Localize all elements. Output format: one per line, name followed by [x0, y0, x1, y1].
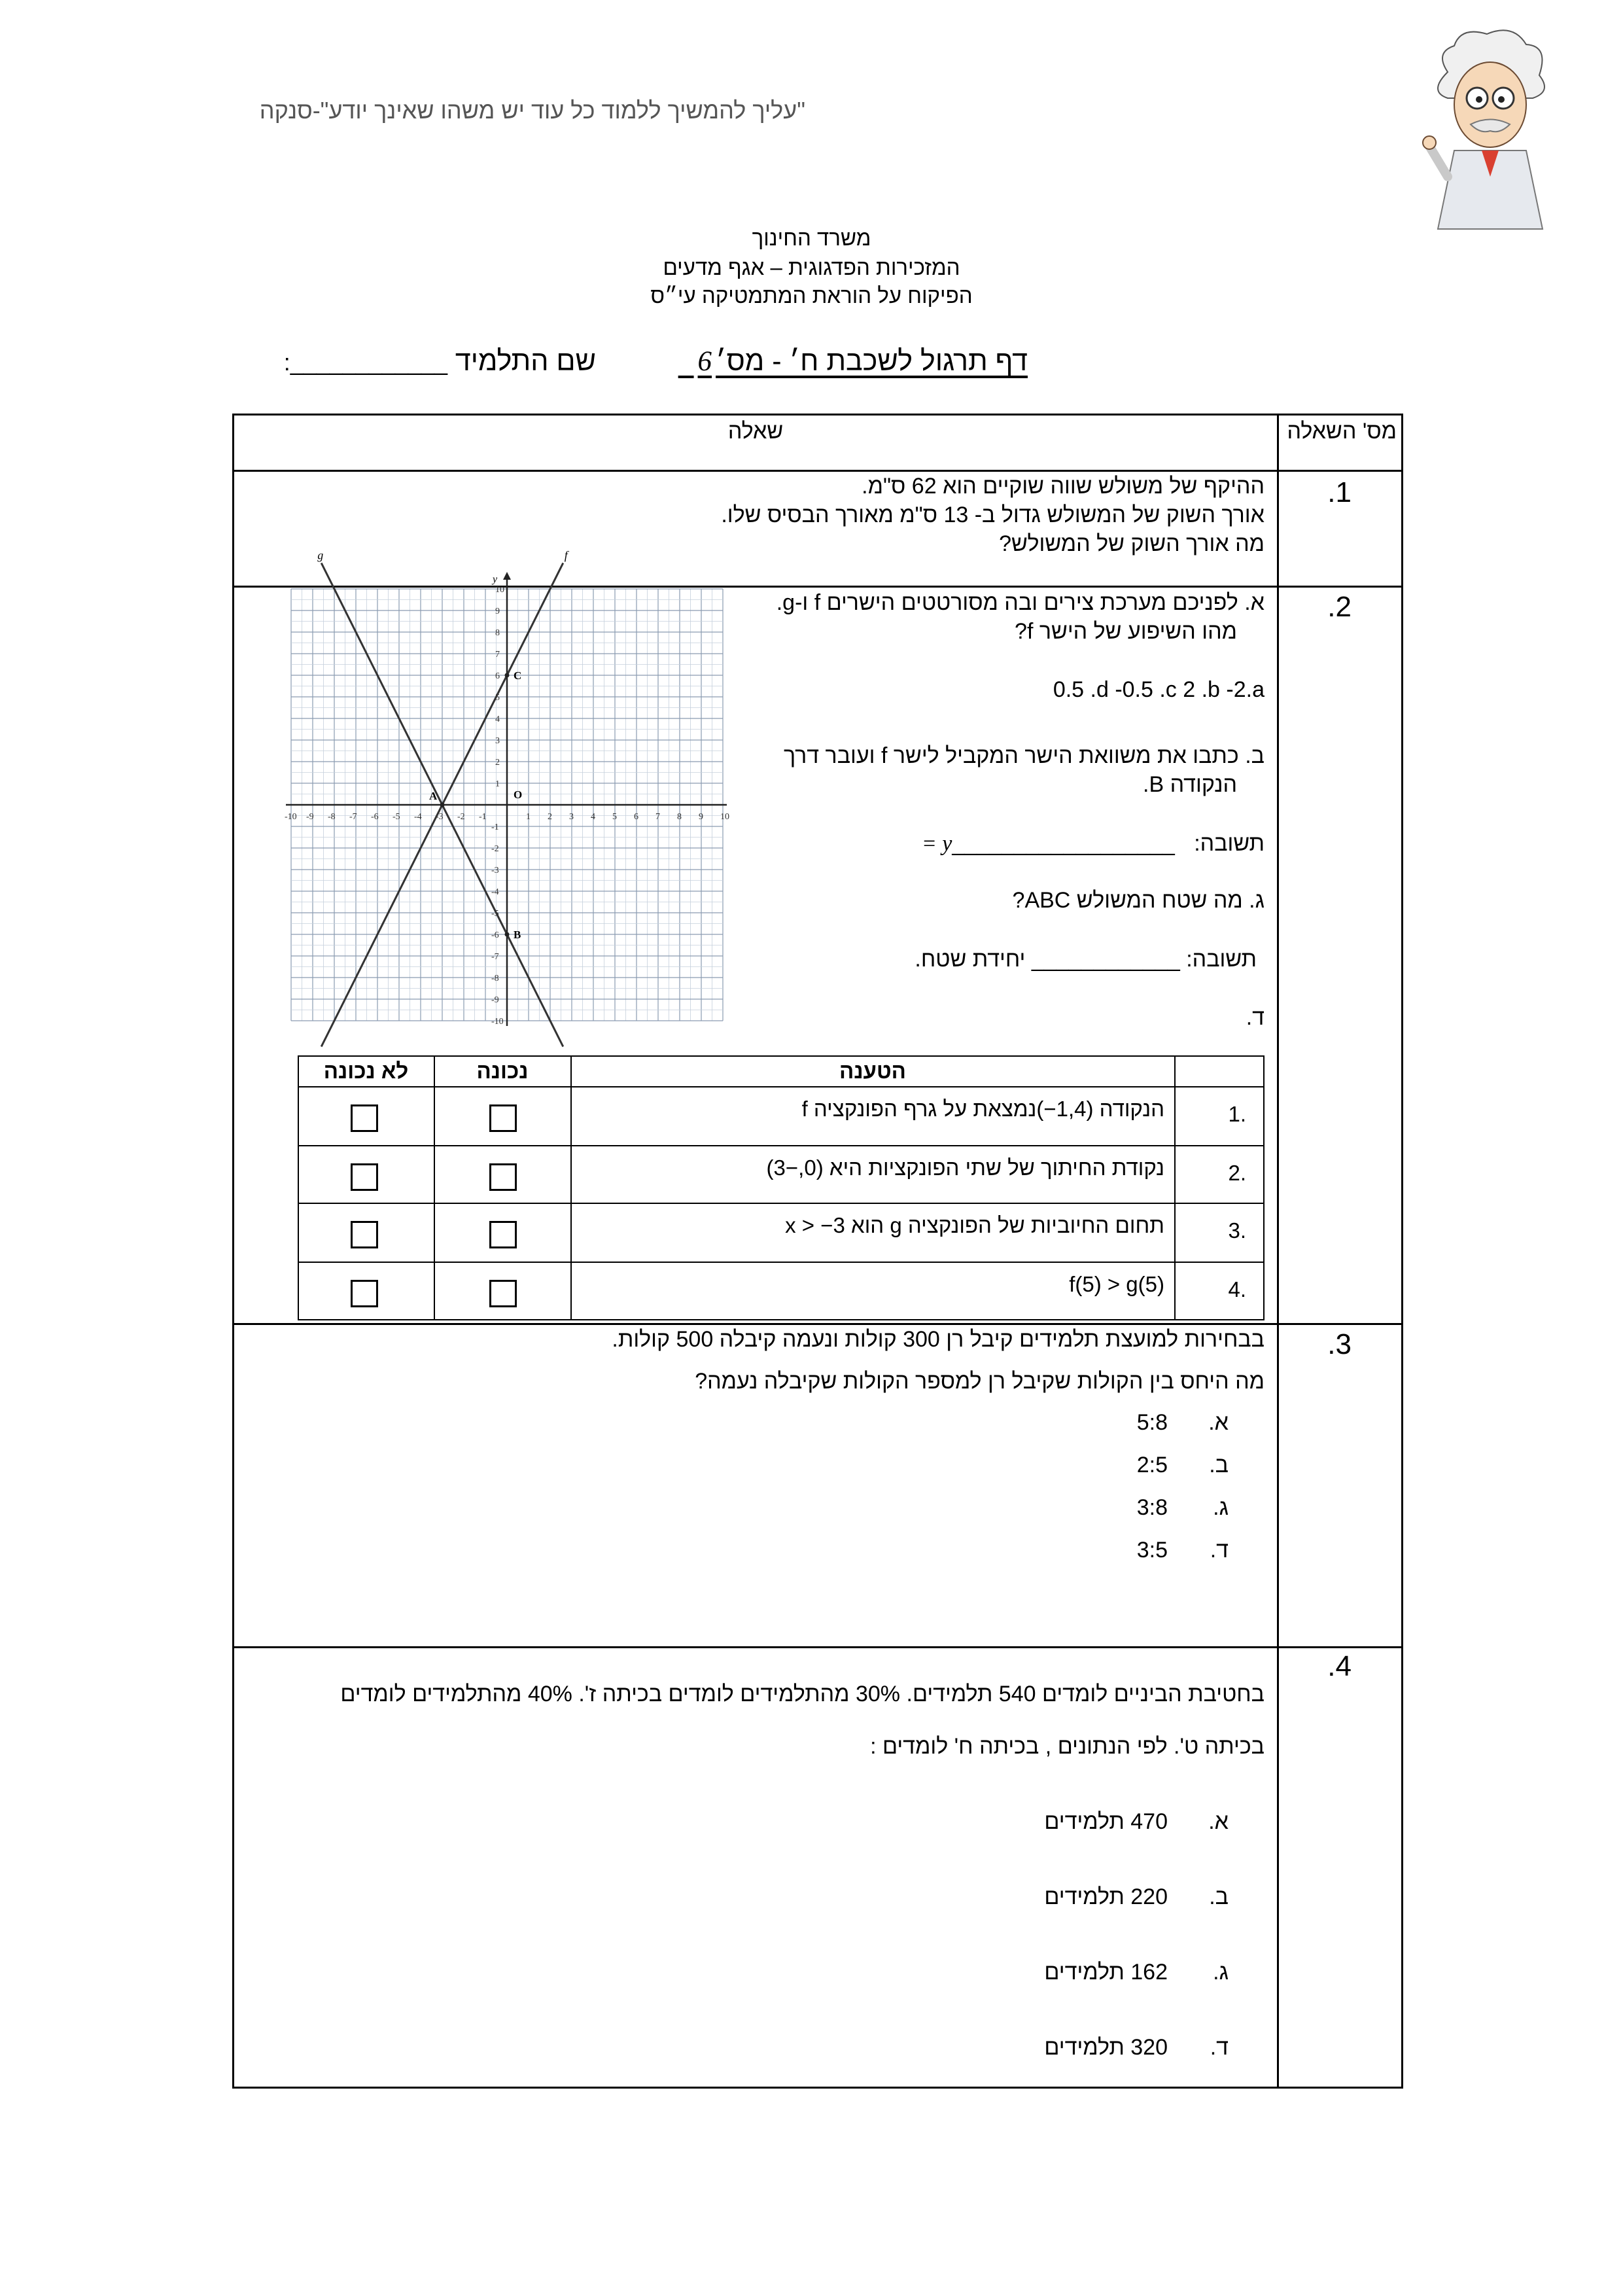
graph-axes: [286, 572, 727, 1026]
checkbox-false[interactable]: [351, 1104, 378, 1132]
question-4-line-2: בכיתה ט'. לפי הנתונים , בכיתה ח' לומדים :: [870, 1734, 1265, 1759]
question-2b-answer-variable: y =: [921, 832, 952, 856]
y-tick-label: -4: [491, 887, 499, 897]
y-tick-label: 4: [495, 715, 500, 724]
question-2b-answer-label: תשובה:: [1194, 831, 1265, 856]
question-4-option-letter: ד.: [1210, 2035, 1229, 2060]
x-tick-label: 10: [720, 812, 729, 822]
statements-header-true: נכונה: [476, 1059, 529, 1083]
y-tick-label: 5: [495, 693, 500, 703]
x-tick-label: -6: [371, 812, 379, 822]
y-tick-label: -2: [491, 844, 499, 854]
y-tick-label: 2: [495, 758, 500, 768]
y-tick-label: 10: [495, 585, 504, 595]
y-tick-label: 1: [495, 779, 500, 789]
y-tick-label: -3: [491, 866, 499, 875]
point-label-B: B: [514, 928, 521, 941]
question-1-line-2: אורך השוק של המשולש גדול ב- 13 ס"מ מאורך הבסיס שלו.: [721, 503, 1265, 527]
question-1-line-1: ההיקף של משולש שווה שוקיים הוא 62 ס"מ.: [862, 474, 1265, 499]
y-tick-label: 7: [495, 650, 500, 660]
statements-header-claim: הטענה: [839, 1059, 906, 1083]
column-header-question: שאלה: [727, 419, 784, 444]
y-tick-label: -8: [491, 974, 499, 983]
student-name-field[interactable]: ____________:: [283, 349, 447, 376]
header-supervision: הפיקוח על הוראת המתמטיקה עי״ס: [650, 283, 973, 308]
checkbox-true[interactable]: [489, 1280, 517, 1307]
y-tick-label: -6: [491, 930, 499, 940]
checkbox-false[interactable]: [351, 1163, 378, 1191]
question-4-option-value[interactable]: 162 תלמידים: [1044, 1960, 1168, 1985]
question-4-option-value[interactable]: 470 תלמידים: [1044, 1809, 1168, 1834]
question-2c-answer[interactable]: תשובה: ____________ יחידת שטח.: [915, 947, 1257, 972]
question-3-option-value[interactable]: 2:5: [1136, 1453, 1168, 1477]
x-tick-label: -10: [285, 812, 297, 822]
line-label-f: f: [564, 548, 568, 562]
question-2b-answer: [922, 831, 1265, 857]
point-C: [505, 673, 510, 678]
line-label-g: g: [317, 548, 324, 562]
y-tick-label: -10: [491, 1017, 504, 1027]
question-4-option-value[interactable]: 320 תלמידים: [1044, 2035, 1168, 2060]
statement-text: f(5) > g(5): [1069, 1272, 1164, 1296]
statement-number: .1: [1228, 1102, 1246, 1126]
y-tick-label: -5: [491, 909, 499, 919]
y-axis-label: y: [493, 574, 498, 585]
x-tick-label: 2: [548, 812, 552, 822]
question-4-option-letter: ג.: [1213, 1960, 1229, 1985]
question-3-number: .3: [1327, 1328, 1352, 1360]
question-2b-line-1: ב. כתבו את משוואת הישר המקביל לישר f ועובר דרך: [783, 743, 1265, 768]
statement-text: הנקודה (1,4−)נמצאת על גרף הפונקציה f: [801, 1097, 1164, 1121]
question-3-option-value[interactable]: 5:8: [1136, 1410, 1168, 1435]
x-tick-label: 1: [526, 812, 531, 822]
question-3-option-value[interactable]: 3:8: [1136, 1495, 1168, 1520]
x-tick-label: -3: [436, 812, 444, 822]
question-4-option-letter: ב.: [1209, 1884, 1229, 1909]
einstein-cartoon-image: [1422, 26, 1559, 229]
x-tick-label: -7: [349, 812, 357, 822]
point-label-C: C: [514, 669, 522, 682]
checkbox-true[interactable]: [489, 1221, 517, 1248]
statement-text: תחום החיוביות של הפונקציה g הוא x > −3: [785, 1213, 1164, 1237]
x-tick-label: 3: [569, 812, 574, 822]
statements-header-false: לא נכונה: [323, 1059, 409, 1083]
y-tick-label: -1: [491, 822, 499, 832]
question-3-option-value[interactable]: 3:5: [1136, 1538, 1168, 1563]
y-tick-label: -9: [491, 995, 499, 1005]
x-tick-label: -2: [457, 812, 465, 822]
y-tick-label: 8: [495, 628, 500, 638]
question-4-number: .4: [1327, 1650, 1352, 1682]
checkbox-true[interactable]: [489, 1104, 517, 1132]
question-1-number: .1: [1327, 476, 1352, 508]
point-label-O: O: [514, 788, 523, 801]
coordinate-graph: [278, 548, 736, 1053]
x-tick-label: -8: [328, 812, 336, 822]
question-2a-line-1: א. לפניכם מערכת צירים ובה מסורטטים הישרים f ו-g.: [776, 590, 1265, 615]
x-tick-label: -5: [393, 812, 400, 822]
question-2b-line-2: הנקודה B.: [1143, 772, 1237, 797]
x-tick-label: 4: [591, 812, 595, 822]
point-A: [440, 803, 445, 807]
question-2a-options: 0.5 .d -0.5 .c 2 .b -2.a: [1053, 677, 1265, 702]
x-tick-label: 7: [655, 812, 660, 822]
question-4-option-letter: א.: [1208, 1809, 1229, 1834]
question-4-option-value[interactable]: 220 תלמידים: [1044, 1884, 1168, 1909]
sheet-title: [678, 345, 1028, 378]
question-2-number: .2: [1327, 591, 1352, 623]
x-tick-label: 6: [634, 812, 638, 822]
checkbox-false[interactable]: [351, 1280, 378, 1307]
sheet-title-text: דף תרגול לשכבת ח׳ - מס׳: [716, 345, 1028, 377]
student-name-row: [284, 345, 596, 378]
question-2b-answer-field[interactable]: __________________: [952, 831, 1175, 856]
x-tick-label: -4: [414, 812, 422, 822]
point-label-A: A: [429, 790, 438, 802]
statement-number: .4: [1228, 1277, 1246, 1301]
checkbox-false[interactable]: [351, 1221, 378, 1248]
header-ministry: משרד החינוך: [752, 226, 871, 250]
column-header-number: מס' השאלה: [1287, 419, 1397, 444]
question-2d-label: ד.: [1246, 1005, 1265, 1030]
question-3-line-1: בבחירות למועצת תלמידים קיבל רן 300 קולות ונעמה קיבלה 500 קולות.: [612, 1327, 1265, 1352]
y-tick-label: -7: [491, 952, 499, 962]
y-axis-arrow: [503, 572, 511, 580]
question-4-line-1: בחטיבת הביניים לומדים 540 תלמידים. 30% מהתלמידים לומדים בכיתה ז'. 40% מהתלמידים לומדים: [340, 1682, 1265, 1706]
statement-number: .3: [1228, 1218, 1246, 1243]
question-2c-line: ג. מה שטח המשולש ABC?: [1012, 888, 1265, 913]
x-tick-label: -9: [306, 812, 314, 822]
question-3-option-letter: ד.: [1210, 1538, 1229, 1563]
question-1-line-3: מה אורך השוק של המשולש?: [999, 531, 1265, 556]
x-tick-label: 9: [699, 812, 703, 822]
question-2a-line-2: מהו השיפוע של הישר f?: [1015, 619, 1237, 644]
header-secretariat: המזכירות הפדגוגית – אגף מדעים: [663, 255, 960, 279]
statement-number: .2: [1228, 1161, 1246, 1185]
question-3-option-letter: ג.: [1213, 1495, 1229, 1520]
y-tick-label: 6: [495, 671, 500, 681]
point-B: [505, 932, 510, 937]
statement-text: נקודת החיתוך של שתי הפונקציות היא (0,−3): [766, 1156, 1164, 1180]
y-tick-label: 9: [495, 607, 500, 616]
checkbox-true[interactable]: [489, 1163, 517, 1191]
y-tick-label: 3: [495, 736, 500, 746]
question-3-line-2: מה היחס בין הקולות שקיבל רן למספר הקולות שקיבלה נעמה?: [695, 1369, 1265, 1394]
question-3-option-letter: א.: [1208, 1410, 1229, 1435]
question-3-option-letter: ב.: [1209, 1453, 1229, 1477]
student-name-label: שם התלמיד: [455, 345, 596, 377]
sheet-number: 6: [697, 346, 712, 377]
x-tick-label: 5: [612, 812, 617, 822]
x-tick-label: -1: [479, 812, 487, 822]
seneca-quote: "עליך להמשיך ללמוד כל עוד יש משהו שאינך יודע"-סנקה: [259, 97, 805, 124]
x-tick-label: 8: [677, 812, 682, 822]
